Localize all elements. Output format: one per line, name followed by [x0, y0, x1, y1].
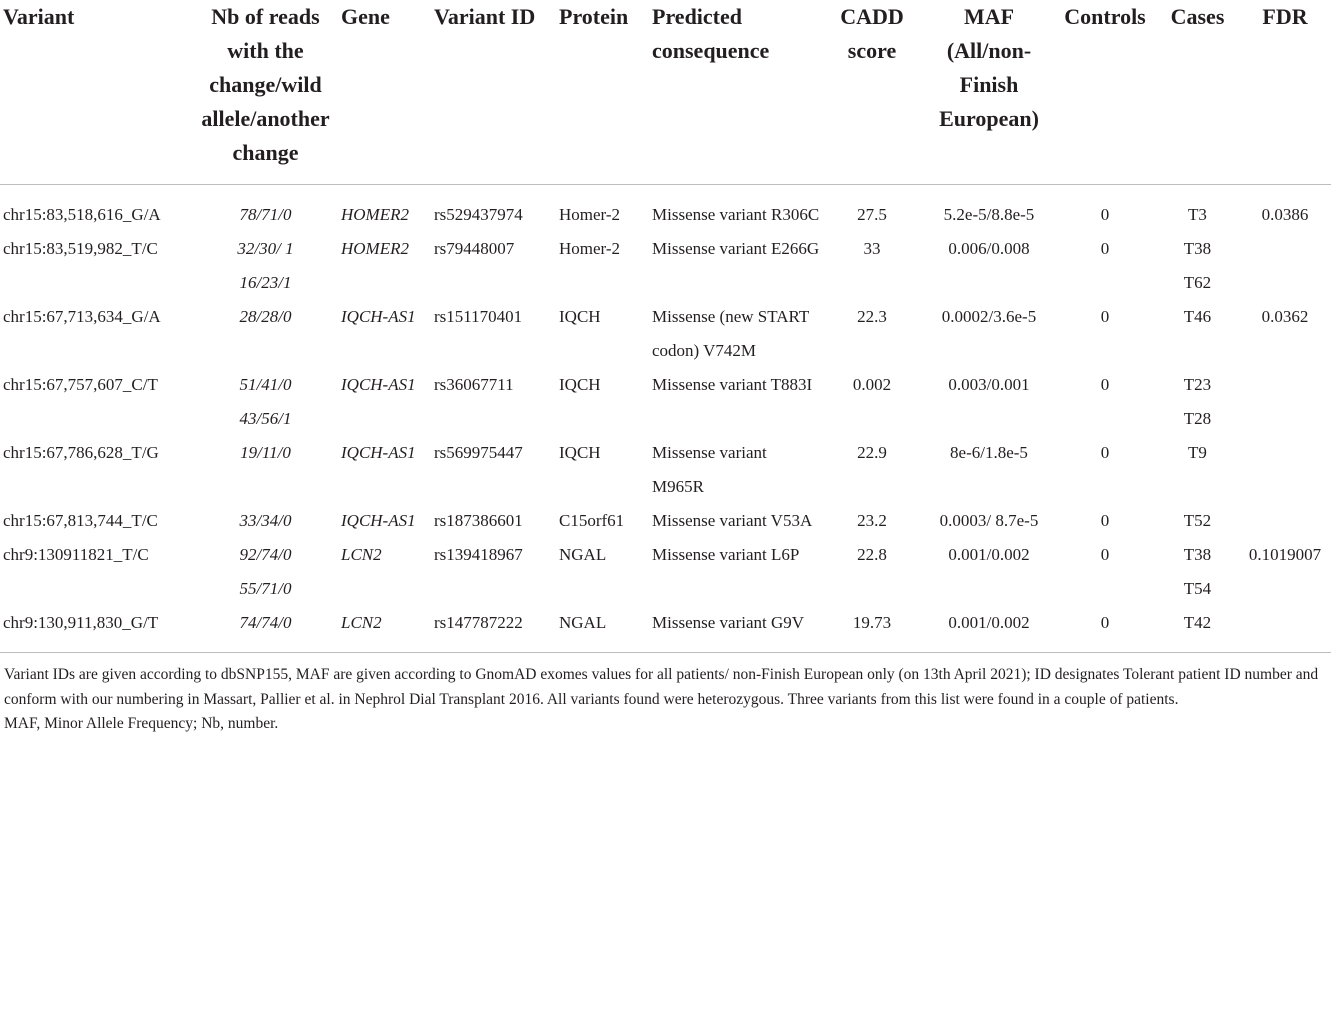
- cell-maf: 0.003/0.001: [948, 375, 1030, 394]
- cell-maf: 5.2e-5/8.8e-5: [943, 205, 1035, 224]
- cell-variant-id: rs147787222: [434, 606, 559, 653]
- cell-fdr: 0.0386: [1261, 205, 1309, 224]
- cell-protein: IQCH: [559, 375, 601, 394]
- cell-reads: 74/74/0: [190, 606, 341, 653]
- header-row: [0, 0, 1331, 185]
- cell-reads: 55/71/0: [239, 579, 292, 598]
- cell-protein: NGAL: [559, 545, 607, 564]
- cell-cases: T9: [1188, 443, 1207, 462]
- cell-maf: [924, 402, 1054, 436]
- cell-fdr: 0.0362: [1261, 307, 1309, 326]
- cell-variant: chr15:67,757,607_C/T: [3, 375, 158, 394]
- cell-controls: [1054, 266, 1156, 300]
- cell-maf: 8e-6/1.8e-5: [950, 443, 1028, 462]
- cell-variant: [0, 572, 190, 606]
- cell-protein: NGAL: [559, 606, 652, 653]
- cell-protein: C15orf61: [559, 511, 625, 530]
- cell-variant: chr15:67,713,634_G/A: [3, 307, 161, 326]
- cell-fdr: [1239, 606, 1331, 653]
- cell-consequence: Missense (new START codon) V742M: [652, 307, 809, 360]
- cell-cadd: 22.8: [857, 545, 887, 564]
- cell-cadd: [820, 266, 924, 300]
- cell-consequence: Missense variant T883I: [652, 375, 813, 394]
- cell-fdr: 0.1019007: [1248, 545, 1322, 564]
- cell-cases: T42: [1156, 606, 1239, 653]
- header-variant: Variant: [0, 0, 190, 185]
- cell-variant-id: rs529437974: [434, 205, 523, 224]
- cell-fdr: [1239, 232, 1331, 266]
- cell-cadd: [820, 572, 924, 606]
- cell-controls: 0: [1100, 511, 1110, 530]
- cell-controls: [1054, 572, 1156, 606]
- header-fdr: FDR: [1239, 0, 1331, 185]
- cell-cadd: 23.2: [857, 511, 887, 530]
- cell-cases: T38: [1183, 545, 1212, 564]
- header-cases: Cases: [1156, 0, 1239, 185]
- cell-reads: 92/74/0: [239, 545, 292, 564]
- cell-cadd: 0.002: [852, 375, 892, 394]
- cell-controls: 0: [1100, 545, 1110, 564]
- cell-fdr: [1239, 436, 1331, 504]
- cell-protein: IQCH: [559, 443, 601, 462]
- table-body: [0, 185, 1331, 653]
- table-row: [0, 368, 1331, 402]
- cell-reads: 28/28/0: [239, 307, 292, 326]
- cell-variant-id: rs36067711: [434, 375, 514, 394]
- cell-gene: [341, 572, 434, 606]
- cell-variant: chr9:130911821_T/C: [3, 545, 149, 564]
- cell-gene: LCN2: [341, 606, 434, 653]
- cell-controls: 0: [1100, 375, 1110, 394]
- cell-controls: 0: [1100, 239, 1110, 258]
- cell-reads: 51/41/0: [239, 375, 292, 394]
- cell-controls: 0: [1100, 205, 1110, 224]
- cell-protein: [559, 572, 652, 606]
- cell-consequence: [652, 402, 820, 436]
- cell-fdr: [1239, 504, 1331, 538]
- cell-fdr: [1239, 368, 1331, 402]
- cell-reads: 78/71/0: [239, 205, 292, 224]
- table-row: [0, 606, 1331, 653]
- cell-reads: 32/30/ 1: [237, 239, 294, 258]
- cell-variant-id: rs79448007: [434, 239, 515, 258]
- cell-variant: chr9:130,911,830_G/T: [0, 606, 190, 653]
- cell-fdr: [1239, 572, 1331, 606]
- cell-variant-id: rs569975447: [434, 443, 523, 462]
- cell-gene: [341, 266, 434, 300]
- cell-gene: IQCH-AS1: [341, 443, 416, 462]
- cell-fdr: [1239, 266, 1331, 300]
- table-row: [0, 402, 1331, 436]
- cell-gene: LCN2: [341, 545, 382, 564]
- cell-maf: 0.001/0.002: [924, 606, 1054, 653]
- cell-consequence: [652, 266, 820, 300]
- header-protein: Protein: [559, 0, 652, 185]
- table-row: [0, 436, 1331, 504]
- cell-consequence: Missense variant E266G: [652, 239, 820, 258]
- cell-consequence: Missense variant R306C: [652, 205, 820, 224]
- cell-variant-id: rs187386601: [434, 511, 523, 530]
- cell-variant-id: rs139418967: [434, 545, 523, 564]
- header-reads: Nb of reads with the change/wild allele/another change: [190, 0, 341, 185]
- header-consequence: Predicted consequence: [652, 0, 820, 185]
- cell-cadd: 33: [863, 239, 881, 258]
- cell-cadd: [820, 402, 924, 436]
- cell-maf: 0.001/0.002: [948, 545, 1030, 564]
- table-row: [0, 504, 1331, 538]
- cell-cadd: 22.9: [857, 443, 887, 462]
- cell-maf: 0.006/0.008: [948, 239, 1030, 258]
- cell-variant-id: [434, 266, 559, 300]
- cell-cadd: 27.5: [857, 205, 887, 224]
- cell-reads: 19/11/0: [240, 443, 291, 462]
- cell-reads: 43/56/1: [239, 409, 292, 428]
- header-controls: Controls: [1054, 0, 1156, 185]
- table-row: [0, 266, 1331, 300]
- cell-consequence: [652, 572, 820, 606]
- cell-gene: HOMER2: [341, 205, 409, 224]
- cell-protein: Homer-2: [559, 239, 621, 258]
- cell-variant: chr15:83,519,982_T/C: [3, 239, 158, 258]
- cell-gene: IQCH-AS1: [341, 511, 416, 530]
- cell-maf: 0.0002/3.6e-5: [941, 307, 1037, 326]
- header-maf: MAF (All/non-Finish European): [924, 0, 1054, 185]
- header-variant-id: Variant ID: [434, 0, 559, 185]
- cell-maf: [924, 572, 1054, 606]
- cell-maf: [924, 266, 1054, 300]
- cell-controls: 0: [1100, 443, 1110, 462]
- cell-maf: 0.0003/ 8.7e-5: [939, 511, 1039, 530]
- cell-controls: [1054, 402, 1156, 436]
- table-row: [0, 232, 1331, 266]
- footnote-text: Variant IDs are given according to dbSNP155, MAF are given according to GnomAD exomes values for all patients/ non-Finish European only (on 13th April 2021); ID designates Tolerant patient ID number and conform with our numbering in Massart, Pallier et al. in Nephrol Dial Transplant 2016. All variants found were heterozygous. Three variants from this list were found in a couple of patients.: [4, 666, 1319, 708]
- cell-variant: [0, 266, 190, 300]
- table-row: [0, 572, 1331, 606]
- cell-variant: chr15:67,786,628_T/G: [3, 443, 159, 462]
- cell-controls: 0: [1054, 606, 1156, 653]
- cell-cadd: 19.73: [820, 606, 924, 653]
- cell-cases: T23: [1183, 375, 1212, 394]
- cell-protein: Homer-2: [559, 205, 621, 224]
- cell-cases: T3: [1188, 205, 1207, 224]
- cell-cases: T62: [1183, 273, 1212, 292]
- cell-gene: IQCH-AS1: [341, 375, 416, 394]
- cell-cases: T52: [1183, 511, 1212, 530]
- cell-cases: T54: [1183, 579, 1212, 598]
- cell-consequence: Missense variant M965R: [652, 443, 767, 496]
- cell-variant: chr15:67,813,744_T/C: [3, 511, 158, 530]
- cell-consequence: Missense variant L6P: [652, 545, 800, 564]
- cell-variant: chr15:83,518,616_G/A: [3, 205, 161, 224]
- cell-cases: T46: [1183, 307, 1212, 326]
- cell-reads: 33/34/0: [239, 511, 292, 530]
- cell-protein: [559, 402, 652, 436]
- cell-cases: T28: [1183, 409, 1212, 428]
- cell-fdr: [1239, 402, 1331, 436]
- footnote-abbreviations: MAF, Minor Allele Frequency; Nb, number.: [4, 715, 279, 732]
- cell-variant: [0, 402, 190, 436]
- cell-consequence: Missense variant G9V: [652, 606, 820, 653]
- cell-variant-id: [434, 402, 559, 436]
- cell-cases: T38: [1183, 239, 1212, 258]
- cell-gene: [341, 402, 434, 436]
- header-cadd: CADD score: [820, 0, 924, 185]
- cell-reads: 16/23/1: [239, 273, 292, 292]
- table-row: [0, 300, 1331, 368]
- cell-gene: IQCH-AS1: [341, 307, 416, 326]
- cell-gene: HOMER2: [341, 239, 409, 258]
- cell-controls: 0: [1100, 307, 1110, 326]
- cell-protein: IQCH: [559, 307, 601, 326]
- table-footnotes: [0, 653, 1331, 737]
- cell-variant-id: rs151170401: [434, 307, 523, 326]
- cell-consequence: Missense variant V53A: [652, 511, 813, 530]
- header-gene: Gene: [341, 0, 434, 185]
- cell-protein: [559, 266, 652, 300]
- table-row: [0, 185, 1331, 233]
- cell-variant-id: [434, 572, 559, 606]
- table-row: [0, 538, 1331, 572]
- cell-cadd: 22.3: [857, 307, 887, 326]
